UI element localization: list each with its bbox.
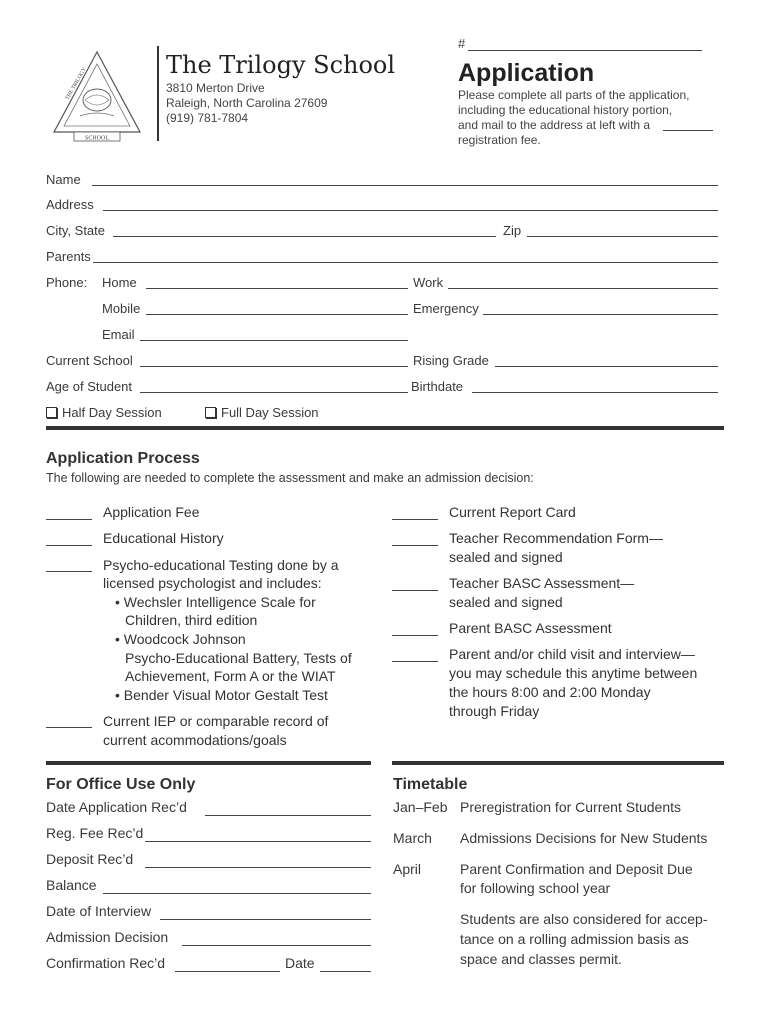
rising-grade-field[interactable] [495,366,718,367]
timetable-month-april: April [393,861,422,877]
school-name: The Trilogy School [166,51,396,79]
school-logo [52,50,142,142]
wechsler-line-1: • Wechsler Intelligence Scale for [115,594,316,610]
parent-basc-check[interactable] [392,635,438,636]
iep-item-line-2: current acommodations/goals [103,732,287,748]
teacher-basc-line-1: Teacher BASC Assessment— [449,575,635,591]
full-day-checkbox[interactable] [205,407,216,418]
balance-label: Balance [46,877,97,893]
teacher-recommendation-line-2: sealed and signed [449,549,563,565]
visit-interview-line-1: Parent and/or child visit and interview— [449,646,695,662]
visit-interview-line-2: you may schedule this anytime between [449,665,698,681]
iep-check[interactable] [46,727,92,728]
timetable-month-march: March [393,830,432,846]
form-title: Application [458,59,595,87]
timetable-event-confirmation-line-1: Parent Confirmation and Deposit Due [460,861,693,877]
parents-label: Parents [46,249,91,264]
birthdate-label: Birthdate [411,379,464,394]
date-of-interview-field[interactable] [160,919,371,920]
city-state-field[interactable] [113,236,496,237]
logo-bottom-text: SCHOOL [84,135,110,142]
registration-fee-amount-field[interactable] [663,130,713,131]
rising-grade-label: Rising Grade [413,353,489,368]
confirmation-date-label: Date [285,955,315,971]
logo-top-text: THE TRILOGY [64,66,88,101]
instructions-line-2: including the educational history portion, [458,103,673,117]
timetable-event-confirmation-line-2: for following school year [460,880,611,896]
half-day-option[interactable] [46,405,162,420]
educational-history-item: Educational History [103,530,224,546]
mobile-phone-field[interactable] [146,314,408,315]
address-field[interactable] [103,210,718,211]
full-day-label: Full Day Session [221,405,319,420]
address-line-2: Raleigh, North Carolina 27609 [166,96,328,110]
admission-decision-label: Admission Decision [46,929,169,945]
confirmation-received-field[interactable] [175,971,280,972]
admission-decision-field[interactable] [182,945,371,946]
zip-field[interactable] [527,236,718,237]
deposit-received-field[interactable] [145,867,371,868]
woodcock-line-1: • Woodcock Johnson [115,631,246,647]
instructions-line-1: Please complete all parts of the application, [458,88,690,102]
address-line-1: 3810 Merton Drive [166,81,265,95]
home-phone-field[interactable] [146,288,408,289]
teacher-basc-line-2: sealed and signed [449,594,563,610]
woodcock-line-2: Psycho-Educational Battery, Tests of [125,650,352,666]
mobile-phone-label: Mobile [102,301,141,316]
deposit-received-label: Deposit Rec’d [46,851,134,867]
rolling-admission-note-line-1: Students are also considered for accep- [460,911,708,927]
reg-fee-received-label: Reg. Fee Rec’d [46,825,144,841]
timetable-event-preregistration: Preregistration for Current Students [460,799,681,815]
date-application-received-label: Date Application Rec’d [46,799,187,815]
age-of-student-label: Age of Student [46,379,133,394]
application-process-subtitle: The following are needed to complete the assessment and make an admission decision: [46,471,534,485]
balance-field[interactable] [103,893,371,894]
iep-item-line-1: Current IEP or comparable record of [103,713,329,729]
full-day-option[interactable] [205,405,319,420]
rolling-admission-note-line-2: tance on a rolling admission basis as [460,931,689,947]
half-day-label: Half Day Session [62,405,162,420]
instructions-line-4: registration fee. [458,133,541,147]
report-card-item: Current Report Card [449,504,576,520]
school-phone: (919) 781-7804 [166,111,249,125]
rolling-admission-note-line-3: space and classes permit. [460,951,622,967]
office-use-title: For Office Use Only [46,776,196,793]
office-divider [46,761,371,765]
address-label: Address [46,197,94,212]
name-field[interactable] [92,185,718,186]
teacher-recommendation-line-1: Teacher Recommendation Form— [449,530,663,546]
zip-label: Zip [503,223,522,238]
current-school-label: Current School [46,353,133,368]
visit-interview-check[interactable] [392,661,438,662]
timetable-event-admissions-decisions: Admissions Decisions for New Students [460,830,708,846]
testing-item-line-2: licensed psychologist and includes: [103,575,322,591]
confirmation-date-field[interactable] [320,971,371,972]
parents-field[interactable] [93,262,718,263]
teacher-basc-check[interactable] [392,590,438,591]
woodcock-line-3: Achievement, Form A or the WIAT [125,668,336,684]
teacher-recommendation-check[interactable] [392,545,438,546]
birthdate-field[interactable] [472,392,718,393]
application-fee-item: Application Fee [103,504,200,520]
half-day-checkbox[interactable] [46,407,57,418]
reg-fee-received-field[interactable] [145,841,371,842]
email-field[interactable] [140,340,408,341]
application-fee-check[interactable] [46,519,92,520]
application-process-title: Application Process [46,450,200,467]
instructions-line-3: and mail to the address at left with a [458,118,651,132]
work-phone-label: Work [413,275,444,290]
educational-history-check[interactable] [46,545,92,546]
testing-item-line-1: Psycho-educational Testing done by a [103,557,339,573]
timetable-divider [392,761,724,765]
name-label: Name [46,172,81,187]
application-number-label: # [458,36,466,51]
header-divider [157,46,159,141]
date-application-received-field[interactable] [205,815,371,816]
confirmation-received-label: Confirmation Rec’d [46,955,166,971]
testing-check[interactable] [46,571,92,572]
timetable-title: Timetable [393,776,468,793]
current-school-field[interactable] [140,366,408,367]
report-card-check[interactable] [392,519,438,520]
visit-interview-line-4: through Friday [449,703,540,719]
email-label: Email [102,327,135,342]
visit-interview-line-3: the hours 8:00 and 2:00 Monday [449,684,651,700]
age-of-student-field[interactable] [140,392,408,393]
wechsler-line-2: Children, third edition [125,612,258,628]
parent-basc-item: Parent BASC Assessment [449,620,612,636]
application-number-field[interactable] [468,50,702,51]
date-of-interview-label: Date of Interview [46,903,152,919]
phone-label: Phone: [46,275,88,290]
bender-item: • Bender Visual Motor Gestalt Test [115,687,328,703]
home-phone-label: Home [102,275,137,290]
city-state-label: City, State [46,223,106,238]
section-divider [46,426,724,430]
emergency-phone-label: Emergency [413,301,479,316]
timetable-month-jan-feb: Jan–Feb [393,799,448,815]
emergency-phone-field[interactable] [483,314,718,315]
work-phone-field[interactable] [448,288,718,289]
